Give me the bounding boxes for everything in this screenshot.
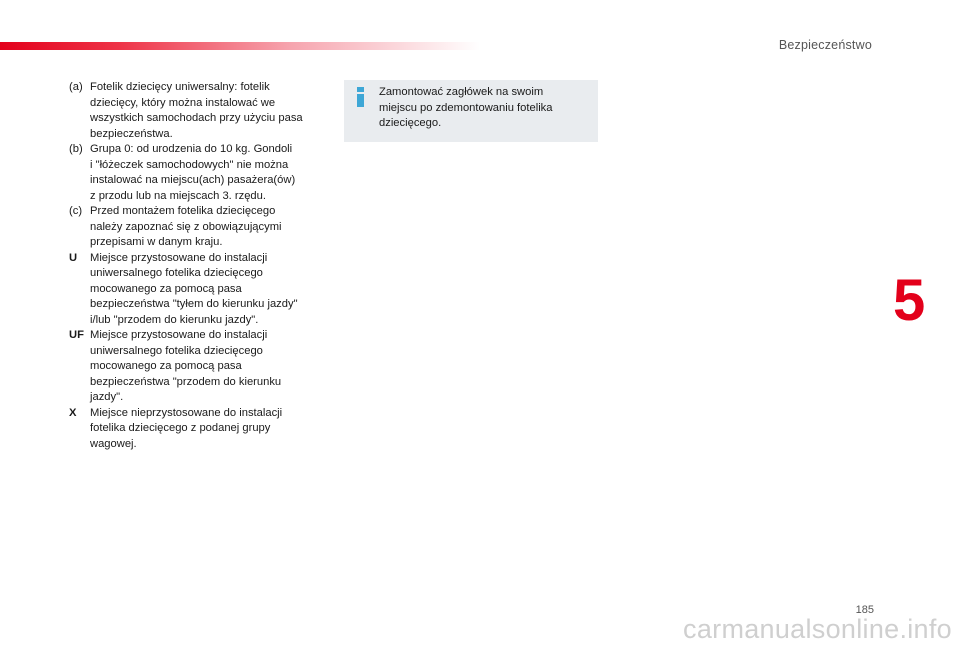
definition-line: wszystkich samochodach przy użyciu pasa (90, 112, 303, 124)
info-line: Zamontować zagłówek na swoim (379, 86, 544, 98)
definition-line: z przodu lub na miejscach 3. rzędu. (90, 189, 266, 202)
definition-term: UF (69, 329, 84, 341)
definition-line: uniwersalnego fotelika dziecięcego (90, 344, 263, 357)
definition-text (90, 80, 331, 142)
definition-text (90, 406, 331, 453)
definition-term: (c) (69, 205, 83, 217)
info-line: dziecięcego. (379, 117, 442, 129)
page-number: 185 (855, 604, 874, 616)
definition-term: X (69, 406, 77, 419)
watermark: carmanualsonline.info (683, 614, 952, 644)
definition-text (90, 142, 331, 204)
definition-term: (b) (69, 143, 83, 155)
definition-line: Miejsce nieprzystosowane do instalacji (90, 406, 283, 419)
definition-text (90, 204, 331, 251)
definition-line: bezpieczeństwa. (90, 127, 173, 140)
definition-text (90, 251, 331, 329)
definition-item (69, 142, 331, 204)
definitions-list (69, 80, 331, 452)
definition-line: Grupa 0: od urodzenia do 10 kg. Gondoli (90, 143, 293, 155)
info-icon (356, 87, 365, 107)
definition-line: dziecięcy, który można instalować we (90, 96, 276, 109)
definition-item (69, 80, 331, 142)
info-line: miejscu po zdemontowaniu fotelika (379, 101, 553, 114)
chapter-number: 5 (893, 268, 926, 333)
section-title: Bezpieczeństwo (778, 38, 872, 52)
definition-text (90, 328, 331, 406)
definition-line: przepisami w danym kraju. (90, 236, 223, 248)
definition-line: i/lub "przodem do kierunku jazdy". (90, 313, 259, 326)
definition-line: Przed montażem fotelika dziecięcego (90, 205, 276, 217)
definition-line: wagowej. (90, 437, 137, 450)
definition-item (69, 204, 331, 251)
info-text (379, 85, 589, 132)
definition-line: mocowanego za pomocą pasa (90, 282, 242, 295)
definition-line: fotelika dziecięcego z podanej grupy (90, 422, 271, 434)
definition-term: U (69, 251, 78, 264)
definition-line: Miejsce przystosowane do instalacji (90, 329, 268, 341)
definition-item (69, 406, 331, 453)
definition-term: (a) (69, 81, 83, 93)
definition-line: i "łóżeczek samochodowych" nie można (90, 158, 289, 171)
definition-line: należy zapoznać się z obowiązującymi (90, 220, 282, 233)
definition-line: Miejsce przystosowane do instalacji (90, 251, 268, 264)
definition-line: bezpieczeństwa "tyłem do kierunku jazdy" (90, 298, 298, 310)
definition-line: uniwersalnego fotelika dziecięcego (90, 267, 263, 279)
definition-line: jazdy". (90, 391, 124, 403)
definition-line: mocowanego za pomocą pasa (90, 360, 242, 372)
definition-line: bezpieczeństwa "przodem do kierunku (90, 375, 282, 388)
definition-line: Fotelik dziecięcy uniwersalny: fotelik (90, 81, 270, 93)
definition-line: instalować na miejscu(ach) pasażera(ów) (90, 174, 296, 186)
definition-item (69, 251, 331, 329)
definition-item (69, 328, 331, 406)
header-accent-bar (0, 42, 480, 50)
